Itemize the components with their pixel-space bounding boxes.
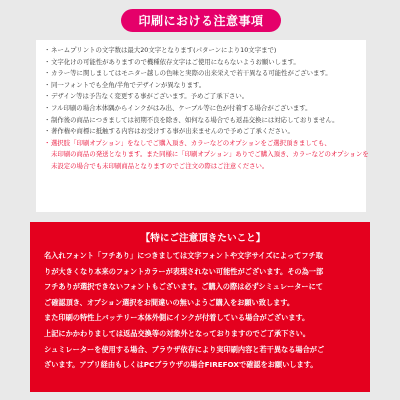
- warning-line: 上記にかかわりましては返品交換等の対象外となっておりますのでご了承下さい。: [44, 328, 310, 338]
- bullet-icon: ・: [44, 69, 51, 78]
- note-item: [44, 80, 360, 92]
- note-item: [44, 103, 360, 115]
- bullet-icon: ・: [44, 46, 51, 54]
- note-text: カラー等に関しましてはモニター越しの色味と実際の出来栄えで若干異なる可能性がございます。: [51, 69, 332, 78]
- note-text: フル印刷の場合本体隅からインクがはみ出、ケーブル等に色が付着する場合がございます。: [51, 103, 312, 112]
- note-item: [44, 126, 360, 138]
- warning-lines: [44, 248, 362, 373]
- bullet-icon: ・: [44, 115, 51, 124]
- note-text: 文字化けの可能性がありますので機種依存文字はご使用にならないようお願いします。: [51, 57, 300, 66]
- warning-line: フチありが選択できないフォントもございます。ご購入の際は必ずシミュレーターにて: [44, 282, 323, 292]
- note-text: 著作権や商標に抵触する内容はお受けする事が出来ませんので予めご了承ください。: [51, 127, 294, 136]
- note-text: デザイン等は予告なく変更する事がございます。予めご了承下さい。: [51, 92, 249, 101]
- note-text: 未印刷の商品の発送となります。また同様に「印刷オプション」ありでご購入頂き、カラーなどのオプションを: [51, 150, 369, 159]
- warning-line: ざいます。アプリ経由もしくはPCブラウザの場合FIREFOXで確認をお願いします。: [44, 360, 318, 370]
- note-item: [44, 91, 360, 103]
- warning-line: 名入れフォント「フチあり」につきましては文字フォントや文字サイズによってフチ取: [44, 251, 323, 260]
- warning-title: 【特にご注意頂きたいこと】: [140, 233, 266, 244]
- bullet-icon: ・: [44, 138, 51, 147]
- note-item: [44, 138, 360, 150]
- notes-box: [36, 40, 369, 212]
- bullet-icon: ・: [44, 92, 51, 101]
- bullet-icon: ・: [44, 127, 51, 136]
- note-item: [44, 45, 360, 57]
- warning-box: [30, 222, 370, 392]
- note-item: [44, 115, 360, 127]
- bullet-icon: ・: [44, 80, 51, 89]
- note-text: 選択肢「印刷オプション」をなしでご購入頂き、カラーなどのオプションをご選択頂きましても、: [51, 138, 331, 147]
- note-text: 同一フォントでも全角/半角でデザインが異なります。: [51, 80, 206, 89]
- warning-line: ご確認頂き、オプション選択をお間違いの無いようご購入をお願い致します。: [44, 297, 295, 307]
- page-title: 印刷における注意事項: [121, 9, 281, 32]
- warning-line: りが大きくなり本来のフォントカラーが表現されない可能性がございます。その為一部: [44, 266, 324, 276]
- warning-line: また印刷の特性上バッテリー本体外側にインクが付着している場合がございます。: [44, 313, 310, 323]
- warning-line: シュミレーターを使用する場合、ブラウザ依存により実印刷内容と若干異なる場合がご: [44, 344, 325, 354]
- note-item: [44, 149, 369, 161]
- note-text: 未設定の場合でも未印刷商品となりますのでご注文の際はご注意ください。: [51, 161, 269, 170]
- note-item: [44, 68, 360, 80]
- note-item: [44, 57, 360, 69]
- note-text: 制作後の商品につきましては初期不良を除き、如何なる場合でも返品交換には対応しておりません。: [51, 115, 339, 124]
- note-text: ネームプリントの文字数は最大20文字となります(パターンにより10文字まで): [51, 46, 277, 54]
- bullet-icon: ・: [44, 103, 51, 112]
- note-item: [44, 161, 360, 173]
- bullet-icon: ・: [44, 57, 51, 66]
